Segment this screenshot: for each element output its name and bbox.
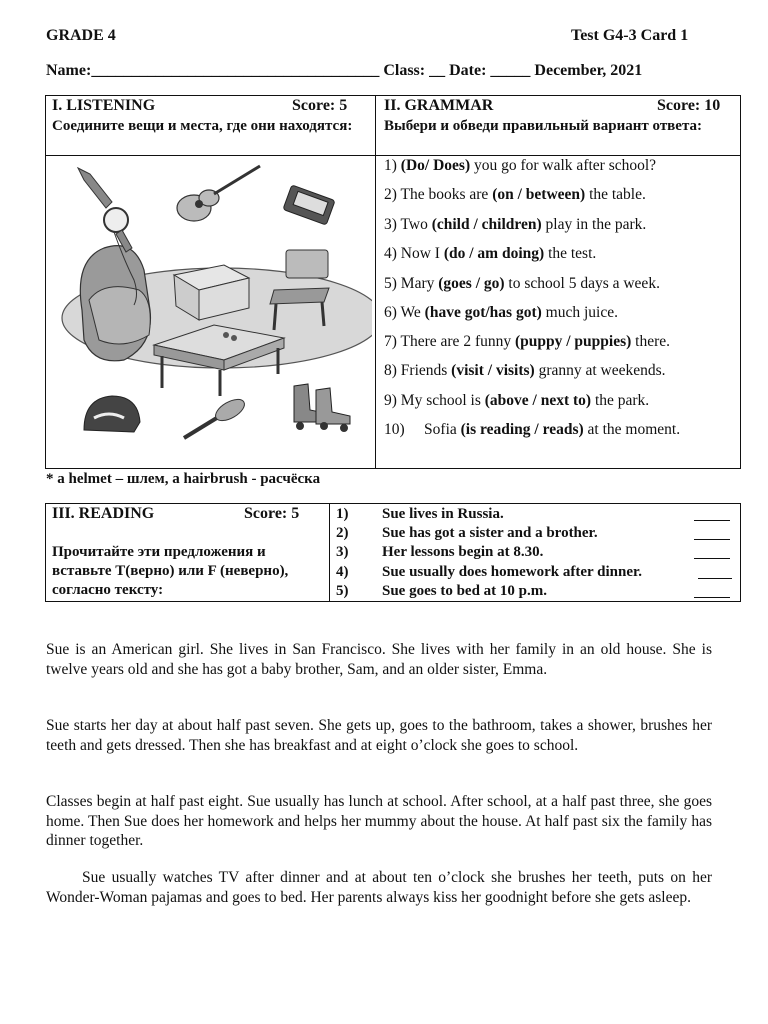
statement-text: Her lessons begin at 8.30. [382, 544, 544, 560]
grammar-score: Score: 10 [657, 97, 721, 114]
answer-blank[interactable] [694, 545, 730, 559]
statement-text: Sue goes to bed at 10 p.m. [382, 583, 548, 599]
reading-paragraph-1: Sue is an American girl. She lives in San Francisco. She lives with her family in an old house. She is twelve years old and she has got a baby brother, Sam, and an older sister, Emma. [46, 641, 712, 678]
armchair-icon [80, 246, 150, 361]
grammar-item-9: 9) My school is (above / next to) the park. [384, 392, 650, 409]
grammar-choice[interactable]: (puppy / puppies) [514, 333, 632, 350]
hairbrush-icon [184, 395, 248, 438]
grammar-item-4: 4) Now I (do / am doing) the test. [384, 245, 597, 262]
listening-grammar-table [45, 95, 741, 469]
grammar-choice[interactable]: (on / between) [492, 186, 586, 203]
reading-paragraph-4: Sue usually watches TV after dinner and at about ten o’clock she brushes her teeth, puts on her Wonder-Woman pajamas and goes to bed. Her parents always kiss her goodnight before she gets asleep. [46, 869, 712, 906]
reading-score: Score: 5 [244, 505, 300, 522]
statement-text: Sue lives in Russia. [382, 506, 504, 522]
grammar-choice[interactable]: (above / next to) [484, 392, 592, 409]
statement-number: 2) [336, 525, 349, 541]
vocabulary-note: * a helmet – шлем, a hairbrush - расчёска [46, 471, 321, 487]
grammar-choice[interactable]: (visit / visits) [451, 362, 535, 379]
watch-icon [78, 168, 132, 252]
grammar-choice[interactable]: (is reading / reads) [460, 421, 584, 438]
statement-number: 3) [336, 544, 349, 560]
roller-skates-icon [294, 384, 350, 432]
guitar-icon [177, 166, 260, 221]
listening-title: I. LISTENING [52, 97, 156, 114]
answer-blank[interactable] [694, 584, 730, 598]
helmet-icon [84, 396, 140, 432]
grammar-item-3: 3) Two (child / children) play in the park. [384, 216, 647, 233]
reading-title: III. READING [52, 505, 155, 522]
reading-paragraph-3: Classes begin at half past eight. Sue usually has lunch at school. After school, at a half past three, she goes home. Then Sue does her homework and helps her mummy about the house. At half past six the family has dinner together. [46, 793, 712, 849]
answer-blank[interactable] [694, 507, 730, 521]
answer-blank[interactable] [694, 526, 730, 540]
statement-text: Sue has got a sister and a brother. [382, 525, 598, 541]
rooms-illustration [54, 160, 372, 466]
grammar-item-1: 1) (Do/ Does) you go for walk after school? [384, 157, 657, 174]
grammar-item-10: 10) Sofia (is reading / reads) at the moment. [384, 421, 681, 438]
grammar-item-6: 6) We (have got/has got) much juice. [384, 304, 618, 321]
reading-table [45, 503, 741, 602]
grammar-item-7: 7) There are 2 funny (puppy / puppies) there. [384, 333, 671, 350]
listening-score: Score: 5 [292, 97, 348, 114]
reading-paragraph-2: Sue starts her day at about half past seven. She gets up, goes to the bathroom, takes a shower, brushes her teeth and gets dressed. Then she has breakfast and at eight o’clock she goes to school. [46, 717, 712, 754]
statement-number: 4) [336, 564, 349, 580]
grammar-choice[interactable]: (have got/has got) [424, 304, 542, 321]
grammar-instruction: Выбери и обведи правильный вариант ответа: [384, 118, 702, 134]
name-class-date-line: Name:____________________________________ Class: __ Date: _____ December, 2021 [46, 62, 643, 79]
answer-blank[interactable] [698, 565, 732, 579]
grammar-item-2: 2) The books are (on / between) the table. [384, 186, 646, 203]
listening-instruction: Соедините вещи и места, где они находятся: [52, 118, 353, 134]
statement-number: 1) [336, 506, 349, 522]
grammar-choice[interactable]: (child / children) [431, 216, 542, 233]
statement-number: 5) [336, 583, 349, 599]
grammar-title: II. GRAMMAR [384, 97, 494, 114]
grade-label: GRADE 4 [46, 27, 116, 44]
grammar-choice[interactable]: (do / am doing) [443, 245, 545, 262]
grammar-item-8: 8) Friends (visit / visits) granny at weekends. [384, 362, 666, 379]
test-card-label: Test G4-3 Card 1 [571, 27, 689, 44]
grammar-choice[interactable]: (Do/ Does) [400, 157, 471, 174]
reading-instruction: Прочитайте эти предложения и вставьте T(верно) или F (неверно), согласно тексту: [52, 544, 289, 598]
grammar-item-5: 5) Mary (goes / go) to school 5 days a week. [384, 275, 660, 292]
grammar-choice[interactable]: (goes / go) [438, 275, 505, 292]
electronic-device-icon [283, 185, 335, 225]
statement-text: Sue usually does homework after dinner. [382, 564, 643, 580]
